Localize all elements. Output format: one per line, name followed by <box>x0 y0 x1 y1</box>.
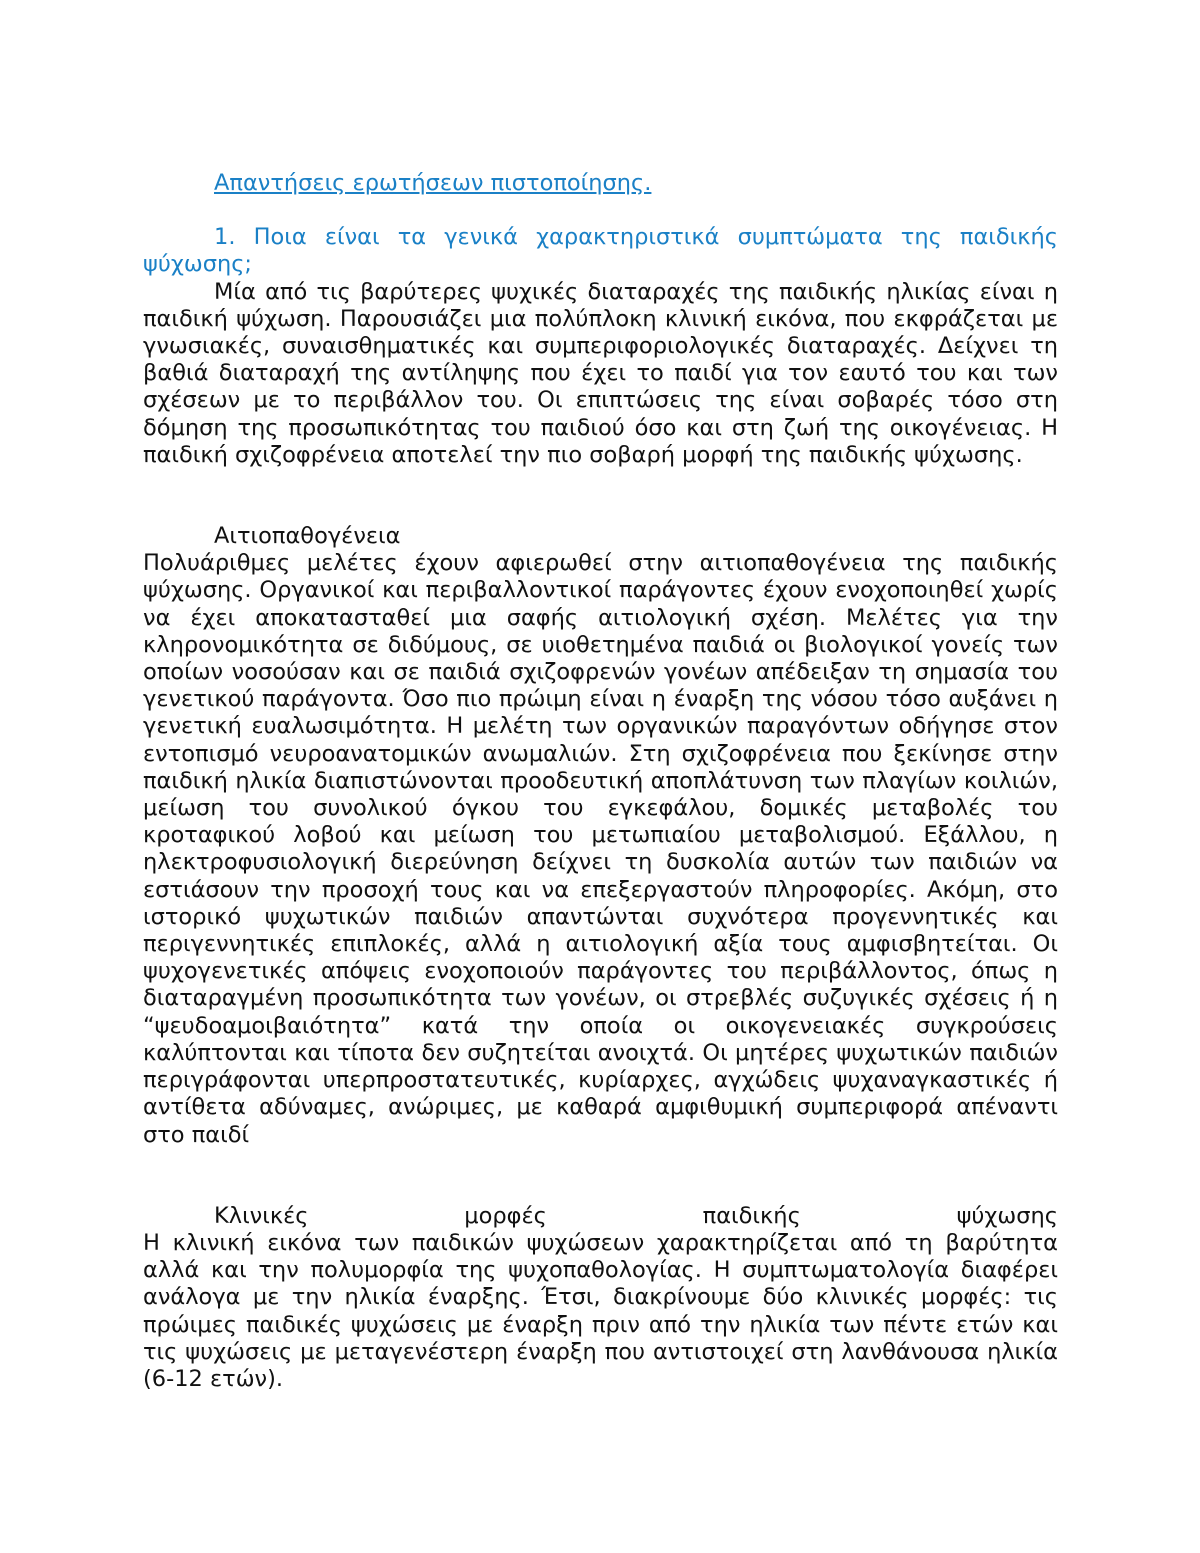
document-page <box>143 170 1058 1393</box>
etiology-paragraph: Πολυάριθμες μελέτες έχουν αφιερωθεί στην αιτιοπαθογένεια της παιδικής ψύχωσης. Οργανικοί και περιβαλλοντικοί παράγοντες έχουν ενοχοποιηθεί χωρίς να έχει αποκατασταθεί μια σαφής αιτιολογική σχέση. Μελέτες για την κληρονομικότητα σε διδύμους, σε υιοθετημένα παιδιά οι βιολογικοί γονείς των οποίων νοσούσαν και σε παιδιά σχιζοφρενών γονέων απέδειξαν τη σημασία του γενετικού παράγοντα. Όσο πιο πρώιμη είναι η έναρξη της νόσου τόσο αυξάνει η γενετική ευαλωσιμότητα. Η μελέτη των οργανικών παραγόντων οδήγησε στον εντοπισμό νευροανατομικών ανωμαλιών. Στη σχιζοφρένεια που ξεκίνησε στην παιδική ηλικία διαπιστώνονται προοδευτική αποπλάτυνση των πλαγίων κοιλιών, μείωση του συνολικού όγκου του εγκεφάλου, δομικές μεταβολές του κροταφικού λοβού και μείωση του μετωπιαίου μεταβολισμού. Εξάλλου, η ηλεκτροφυσιολογική διερεύνηση δείχνει τη δυσκολία αυτών των παιδιών να εστιάσουν την προσοχή τους και να επεξεργαστούν πληροφορίες. Ακόμη, στο ιστορικό ψυχωτικών παιδιών απαντώνται συχνότερα προγεννητικές και περιγεννητικές επιπλοκές, αλλά η αιτιολογική αξία τους αμφισβητείται. Οι ψυχογενετικές απόψεις ενοχοποιούν παράγοντες του περιβάλλοντος, όπως η διαταραγμένη προσωπικότητα των γονέων, οι στρεβλές συζυγικές σχέσεις ή η “ψευδοαμοιβαιότητα” κατά την οποία οι οικογενειακές συγκρούσεις καλύπτονται και τίποτα δεν συζητείται ανοιχτά. Οι μητέρες ψυχωτικών παιδιών περιγράφονται υπερπροστατευτικές, κυρίαρχες, αγχώδεις ψυχαναγκαστικές ή αντίθετα αδύναμες, ανώριμες, με καθαρά αμφιθυμική συμπεριφορά απέναντι στο παιδί <box>143 550 1058 1148</box>
clinical-forms-paragraph: Η κλινική εικόνα των παιδικών ψυχώσεων χαρακτηρίζεται από τη βαρύτητα αλλά και την πολυμορφία της ψυχοπαθολογίας. Η συμπτωματολογία διαφέρει ανάλογα με την ηλικία έναρξης. Έτσι, διακρίνουμε δύο κλινικές μορφές: τις πρώιμες παιδικές ψυχώσεις με έναρξη πριν από την ηλικία των πέντε ετών και τις ψυχώσεις με μεταγενέστερη έναρξη που αντιστοιχεί στη λανθάνουσα ηλικία (6-12 ετών). <box>143 1229 1058 1392</box>
document-title[interactable]: Απαντήσεις ερωτήσεων πιστοποίησης. <box>214 170 652 196</box>
question-1: 1. Ποια είναι τα γενικά χαρακτηριστικά συμπτώματα της παιδικής ψύχωσης; <box>143 224 1058 278</box>
answer-1-paragraph: Μία από τις βαρύτερες ψυχικές διαταραχές της παιδικής ηλικίας είναι η παιδική ψύχωση. Παρουσιάζει μια πολύπλοκη κλινική εικόνα, που εκφράζεται με γνωσιακές, συναισθηματικές και συμπεριφοριολογικές διαταραχές. Δείχνει τη βαθιά διαταραχή της αντίληψης που έχει το παιδί για τον εαυτό του και των σχέσεων με το περιβάλλον του. Οι επιπτώσεις της είναι σοβαρές τόσο στη δόμηση της προσωπικότητας του παιδιού όσο και στη ζωή της οικογένειας. Η παιδική σχιζοφρένεια αποτελεί την πιο σοβαρή μορφή της παιδικής ψύχωσης. <box>143 278 1058 468</box>
clinical-forms-heading: Κλινικές μορφές παιδικής ψύχωσης <box>214 1202 1058 1229</box>
etiology-heading: Αιτιοπαθογένεια <box>214 523 401 550</box>
